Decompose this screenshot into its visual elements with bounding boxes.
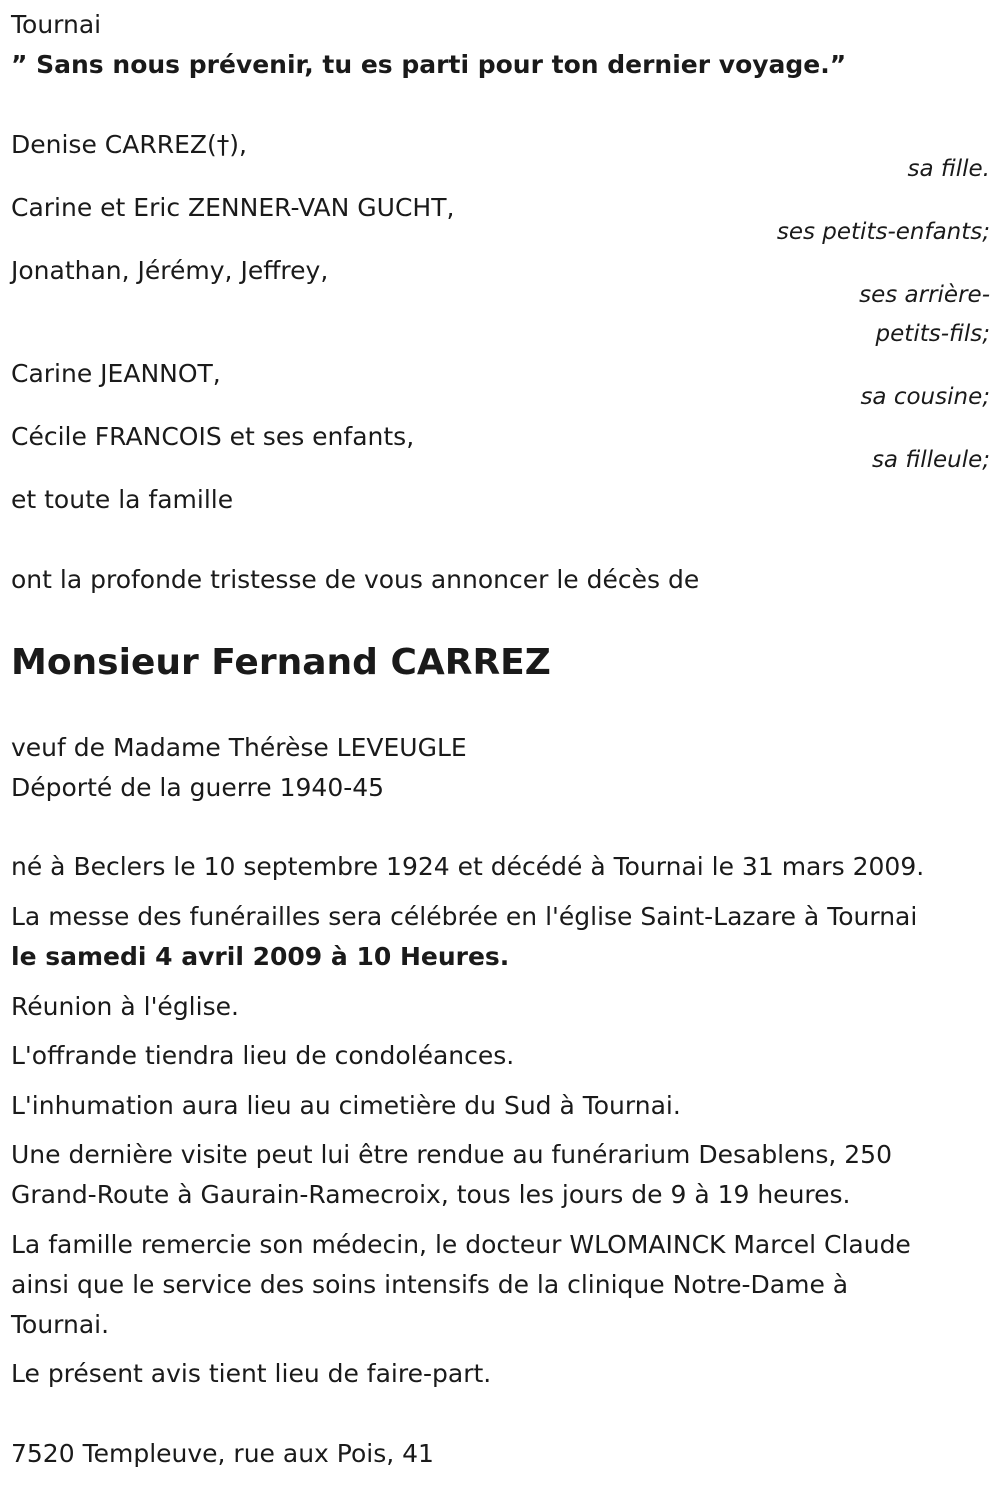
- epigraph-quote: ” Sans nous prévenir, tu es parti pour ton dernier voyage.”: [11, 50, 847, 79]
- deceased-name: Monsieur Fernand CARREZ: [11, 642, 551, 683]
- meeting-line: Réunion à l'église.: [11, 992, 239, 1021]
- offering-line: L'offrande tiendra lieu de condoléances.: [11, 1041, 515, 1070]
- family-member-name: Cécile FRANCOIS et ses enfants,: [11, 422, 415, 451]
- family-member-relation: sa fille.: [907, 156, 990, 182]
- announcement-text: ont la profonde tristesse de vous annoncer le décès de: [11, 565, 700, 594]
- family-member-name: et toute la famille: [11, 485, 234, 514]
- family-member-name: Carine et Eric ZENNER-VAN GUCHT,: [11, 193, 455, 222]
- family-member-relation-continued: petits-fils;: [875, 321, 990, 347]
- funeral-mass-date: le samedi 4 avril 2009 à 10 Heures.: [11, 942, 510, 971]
- thanks-line: La famille remercie son médecin, le docteur WLOMAINCK Marcel Claude: [11, 1230, 911, 1259]
- address-line: 7520 Templeuve, rue aux Pois, 41: [11, 1439, 434, 1468]
- thanks-line-end: Tournai.: [11, 1310, 110, 1339]
- funeral-mass-line: La messe des funérailles sera célébrée en l'église Saint-Lazare à Tournai: [11, 902, 918, 931]
- birth-death-line: né à Beclers le 10 septembre 1924 et décédé à Tournai le 31 mars 2009.: [11, 852, 925, 881]
- thanks-line-continued: ainsi que le service des soins intensifs de la clinique Notre-Dame à: [11, 1270, 849, 1299]
- family-member-name: Jonathan, Jérémy, Jeffrey,: [11, 256, 329, 285]
- spouse-line: veuf de Madame Thérèse LEVEUGLE: [11, 733, 467, 762]
- family-member-relation: sa filleule;: [871, 447, 990, 473]
- city-heading: Tournai: [11, 10, 102, 39]
- family-member-relation: ses petits-enfants;: [776, 219, 990, 245]
- family-member-name: Denise CARREZ(†),: [11, 130, 247, 159]
- visit-line-continued: Grand-Route à Gaurain-Ramecroix, tous les jours de 9 à 19 heures.: [11, 1180, 851, 1209]
- family-member-relation: sa cousine;: [860, 384, 990, 410]
- family-member-name: Carine JEANNOT,: [11, 359, 221, 388]
- burial-line: L'inhumation aura lieu au cimetière du Sud à Tournai.: [11, 1091, 681, 1120]
- family-member-relation: ses arrière-: [859, 282, 990, 308]
- visit-line: Une dernière visite peut lui être rendue au funérarium Desablens, 250: [11, 1140, 892, 1169]
- notice-line: Le présent avis tient lieu de faire-part.: [11, 1359, 492, 1388]
- deportee-note: Déporté de la guerre 1940-45: [11, 773, 385, 802]
